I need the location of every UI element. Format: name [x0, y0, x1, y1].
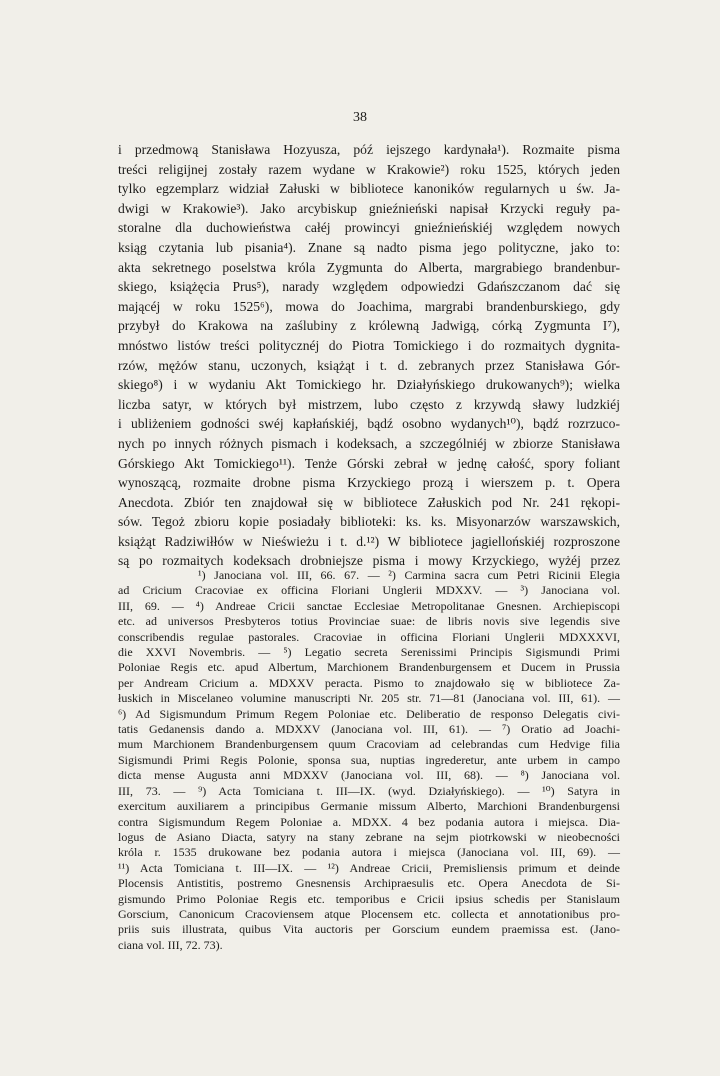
footnote-line: ciana vol. III, 72. 73). — [118, 937, 223, 952]
footnote-line: ¹) Janociana vol. III, 66. 67. — ²) Carmina sacra cum Petri Ricinii Elegia — [198, 568, 620, 582]
footnotes — [118, 568, 620, 953]
footnote-line: ¹¹) Acta Tomiciana t. III—IX. — ¹²) Andreae Cricii, Premisliensis primum et deinde — [118, 860, 620, 875]
footnote-line: per Andream Cricium a. MDXXV peracta. Pismo to znajdowało się w bibliotece Za- — [118, 675, 620, 690]
footnote-line: Sigismundi Primi Regis Polonie, sponsa sua, nuptias ingrederetur, ante urbem in campo — [118, 752, 620, 767]
body-line: wynoszącą, rozmaite drobne pisma Krzyckiego prozą i wierszem p. t. Opera — [118, 475, 620, 491]
body-line: dwigi w Krakowie³). Jako arcybiskup gnieźnieński napisał Krzycki reguły pa- — [118, 200, 620, 216]
body-line: i przedmową Stanisława Hozyusza, póź iejszego kardynała¹). Rozmaite pisma — [118, 142, 620, 157]
body-line: tylko egzemplarz widział Załuski w bibliotece kanoników regularnych u św. Ja- — [118, 181, 620, 197]
footnote-line: łuskich in Miscelaneo volumine manuscripti Nr. 205 str. 71—81 (Janociana vol. III, 61). — — [118, 691, 620, 706]
body-line: skiego, książęcia Prus⁵), narady względem odpowiedzi Gdańszczanom dać się — [118, 279, 620, 295]
body-line: są po rozmaitych kodeksach drobniejsze pisma i mowy Krzyckiego, wyżéj przez — [118, 553, 620, 569]
footnote-line: priis suis illustrata, quibus Vita auctoris per Gorscium eundem praemissa est. (Jano- — [118, 922, 620, 937]
body-line: Anecdota. Zbiór ten znajdował się w bibliotece Załuskich pod Nr. 241 rękopi- — [118, 494, 620, 510]
body-text — [118, 140, 620, 571]
body-line: nych po innych różnych pismach i kodeksach, a szczególniéj w zbiorze Stanisława — [118, 435, 620, 451]
body-line: skiego⁸) i w wydaniu Akt Tomickiego hr. Działyńskiego drukowanych⁹); wielka — [118, 377, 620, 393]
footnote-line: conscribendis regulae pastorales. Cracoviae in officina Floriani Unglerii MDXXXVI, — [118, 629, 620, 644]
body-line: i ubliżeniem godności swéj kapłańskiéj, bądź osobno wydanych¹⁰), bądź rozrzuco- — [118, 416, 620, 432]
footnote-line: III, 69. — ⁴) Andreae Cricii sanctae Ecclesiae Metropolitanae Gnesnen. Archiepiscopi — [118, 598, 620, 613]
body-line: ksiąg czytania lub pisania⁴). Znane są nadto pisma jego polityczne, jako to: — [118, 239, 620, 255]
footnote-line: III, 73. — ⁹) Acta Tomiciana t. III—IX. (wyd. Działyńskiego). — ¹⁰) Satyra in — [118, 783, 620, 798]
footnote-line: gismundo Primo Poloniae Regis etc. temporibus e Cricii ipsius schedis per Stanislaum — [118, 891, 620, 906]
footnote-line: dicta mense Augusta anni MDXXV (Janociana vol. III, 68). — ⁸) Janociana vol. — [118, 768, 620, 783]
body-line: Górskiego Akt Tomickiego¹¹). Tenże Górski zebrał w jednę całość, spory foliant — [118, 455, 620, 471]
body-line: rzów, mężów stanu, uczonych, książąt i t. d. zebranych przez Stanisława Gór- — [118, 357, 620, 373]
footnote-line: ad Cricium Cracoviae ex officina Floriani Unglerii MDXXV. — ³) Janociana vol. — [118, 583, 620, 598]
footnote-line: logus de Asiano Diacta, satyry na stany zebrane na sejm piotrkowski w nieobecności — [118, 829, 620, 844]
body-line: treści religijnej zostały razem wydane w Krakowie²) roku 1525, których jeden — [118, 161, 620, 177]
body-line: przybył do Krakowa na zaślubiny z królewną Jadwigą, córką Zygmunta I⁷), — [118, 318, 620, 334]
footnote-line: Poloniae Regis etc. apud Albertum, Marchionem Brandenburgensem et Ducem in Prussia — [118, 660, 620, 675]
footnote-line: die XXVI Novembris. — ⁵) Legatio secreta Serenissimi Principis Sigismundi Primi — [118, 645, 620, 660]
footnote-line: exercitum auxiliarem a principibus Germanie missum Alberto, Marchioni Brandenburgensi — [118, 799, 620, 814]
footnote-line: tatis Gedanensis dando a. MDXXV (Janociana vol. III, 61). — ⁷) Oratio ad Joachi- — [118, 722, 620, 737]
body-line: liczba satyr, w których był mistrzem, lubo często z krzywdą sławy ludzkiéj — [118, 396, 620, 412]
footnote-line: króla r. 1535 drukowane bez podania autora i miejsca (Janociana vol. III, 69). — — [118, 845, 620, 860]
body-line: mającéj w roku 1525⁶), mowa do Joachima, margrabi brandenburskiego, gdy — [118, 298, 620, 314]
footnote-line: contra Sigismundum Regem Poloniae a. MDXX. 4 bez podania autora i miejsca. Dia- — [118, 814, 620, 829]
body-line: akta sekretnego poselstwa króla Zygmunta do Alberta, margrabiego brandenbur- — [118, 259, 620, 275]
footnote-line: Plocensis Antistitis, postremo Gnesnensis Archipraesulis etc. Opera Anecdota de Si- — [118, 876, 620, 891]
body-line: sów. Tegoż zbioru kopie posiadały biblioteki: ks. ks. Misyonarzów warszawskich, — [118, 514, 620, 530]
body-line: książąt Radziwiłłów w Nieświeżu i t. d.¹²) W bibliotece jagiellońskiéj rozproszone — [118, 533, 620, 549]
footnote-line: etc. ad universos Presbyteros totius Provinciae suae: de libris novis sive legendis sive — [118, 614, 620, 629]
page-number: 38 — [353, 110, 367, 125]
footnote-line: Gorscium, Canonicum Cracoviensem atque Plocensem etc. collecta et annotationibus pro- — [118, 906, 620, 921]
footnote-line: mum Marchionem Brandenburgensem quum Cracoviam ad celebrandas cum Hedvige filia — [118, 737, 620, 752]
footnote-line: ⁶) Ad Sigismundum Primum Regem Poloniae etc. Deliberatio de responso Delegatis civi- — [118, 706, 620, 721]
body-line: storalne dla duchowieństwa całéj prowincyi gnieźnieńskiéj względem nowych — [118, 220, 620, 236]
body-line: mnóstwo listów treści politycznéj do Piotra Tomickiego i do rozmaitych dygnita- — [118, 337, 620, 353]
